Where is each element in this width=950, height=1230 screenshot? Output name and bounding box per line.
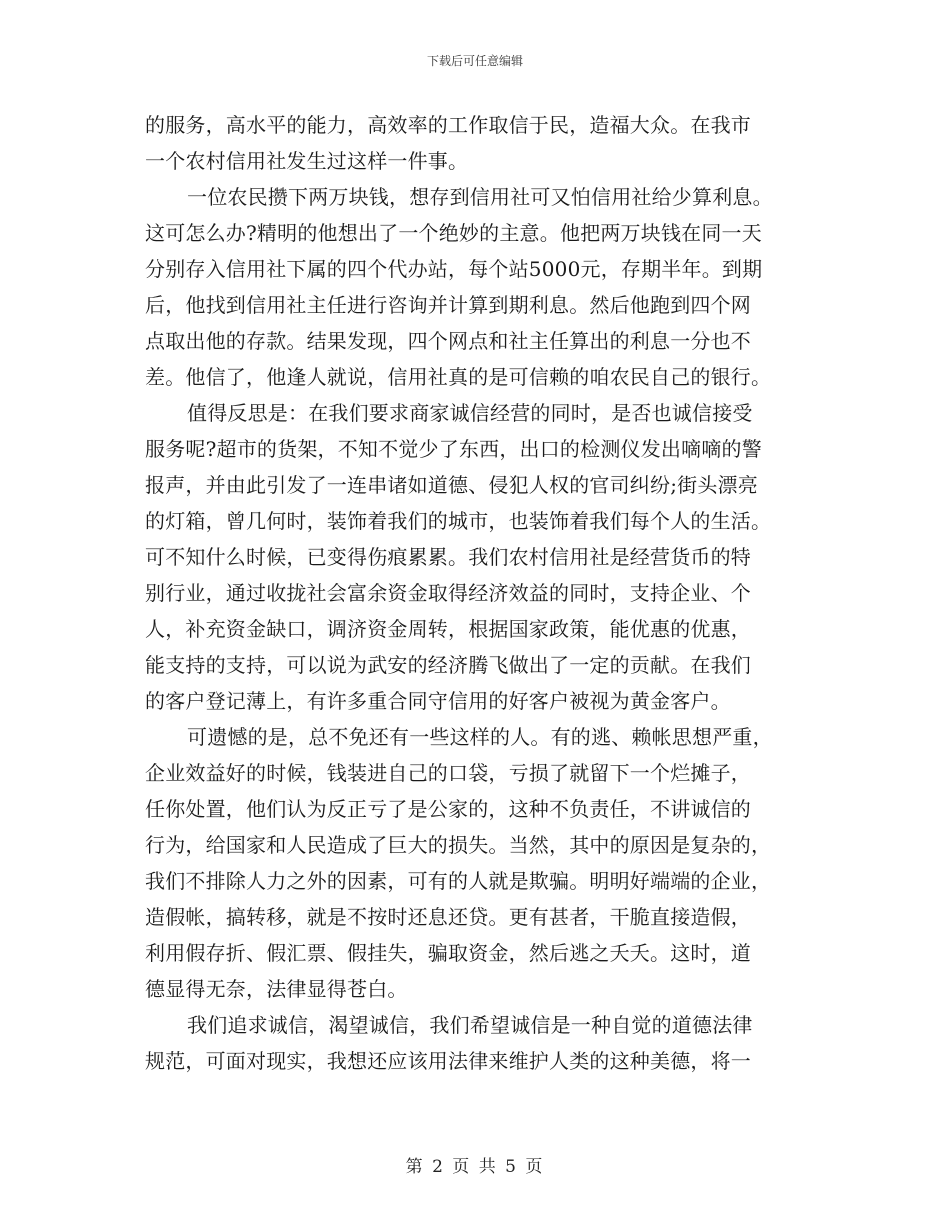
text-line: 后，他找到信用社主任进行咨询并计算到期利息。然后他跑到四个网	[145, 293, 751, 317]
page-header: 下载后可任意编辑	[426, 54, 523, 68]
text-line: 我们追求诚信，渴望诚信，我们希望诚信是一种自觉的道德法律	[187, 1013, 753, 1037]
text-line: 可遗憾的是，总不免还有一些这样的人。有的逃、赖帐思想严重，	[187, 725, 773, 749]
text-line: 的服务，高水平的能力，高效率的工作取信于民，造福大众。在我市	[145, 113, 751, 137]
text-line: 规范，可面对现实，我想还应该用法律来维护人类的这种美德，将一	[145, 1049, 751, 1073]
text-line: 能支持的支持，可以说为武安的经济腾飞做出了一定的贡献。在我们	[145, 653, 751, 677]
text-line: 企业效益好的时候，钱装进自己的口袋，亏损了就留下一个烂摊子，	[145, 761, 751, 785]
text-line: 利用假存折、假汇票、假挂失，骗取资金，然后逃之夭夭。这时，道	[145, 941, 751, 965]
text-line: 行为，给国家和人民造成了巨大的损失。当然，其中的原因是复杂的，	[145, 833, 772, 857]
text-line: 服务呢?超市的货架，不知不觉少了东西，出口的检测仪发出嘀嘀的警	[145, 437, 762, 461]
text-line: 德显得无奈，法律显得苍白。	[145, 977, 408, 1001]
text-line: 点取出他的存款。结果发现，四个网点和社主任算出的利息一分也不	[145, 329, 751, 353]
text-line: 分别存入信用社下属的四个代办站，每个站5000元，存期半年。到期	[145, 257, 763, 281]
text-line: 我们不排除人力之外的因素，可有的人就是欺骗。明明好端端的企业，	[145, 869, 772, 893]
text-line: 可不知什么时候，已变得伤痕累累。我们农村信用社是经营货币的特	[145, 545, 751, 569]
text-line: 一位农民攒下两万块钱，想存到信用社可又怕信用社给少算利息。	[187, 185, 773, 209]
page-number: 第 2 页 共 5 页	[405, 1157, 545, 1177]
text-line: 人，补充资金缺口，调济资金周转，根据国家政策，能优惠的优惠，	[145, 617, 751, 641]
document-body	[145, 107, 810, 1079]
text-line: 的灯箱，曾几何时，装饰着我们的城市，也装饰着我们每个人的生活。	[145, 509, 772, 533]
text-line: 差。他信了，他逢人就说，信用社真的是可信赖的咱农民自己的银行。	[145, 365, 772, 389]
text-line: 一个农村信用社发生过这样一件事。	[145, 149, 469, 173]
text-line: 任你处置，他们认为反正亏了是公家的，这种不负责任，不讲诚信的	[145, 797, 751, 821]
text-line: 报声，并由此引发了一连串诸如道德、侵犯人权的官司纠纷;街头漂亮	[145, 473, 758, 497]
text-line: 这可怎么办?精明的他想出了一个绝妙的主意。他把两万块钱在同一天	[145, 221, 762, 245]
text-line: 的客户登记薄上，有许多重合同守信用的好客户被视为黄金客户。	[145, 689, 731, 713]
text-line: 别行业，通过收拢社会富余资金取得经济效益的同时，支持企业、个	[145, 581, 751, 605]
text-line: 造假帐，搞转移，就是不按时还息还贷。更有甚者，干脆直接造假，	[145, 905, 751, 929]
text-line: 值得反思是：在我们要求商家诚信经营的同时，是否也诚信接受	[187, 401, 753, 425]
